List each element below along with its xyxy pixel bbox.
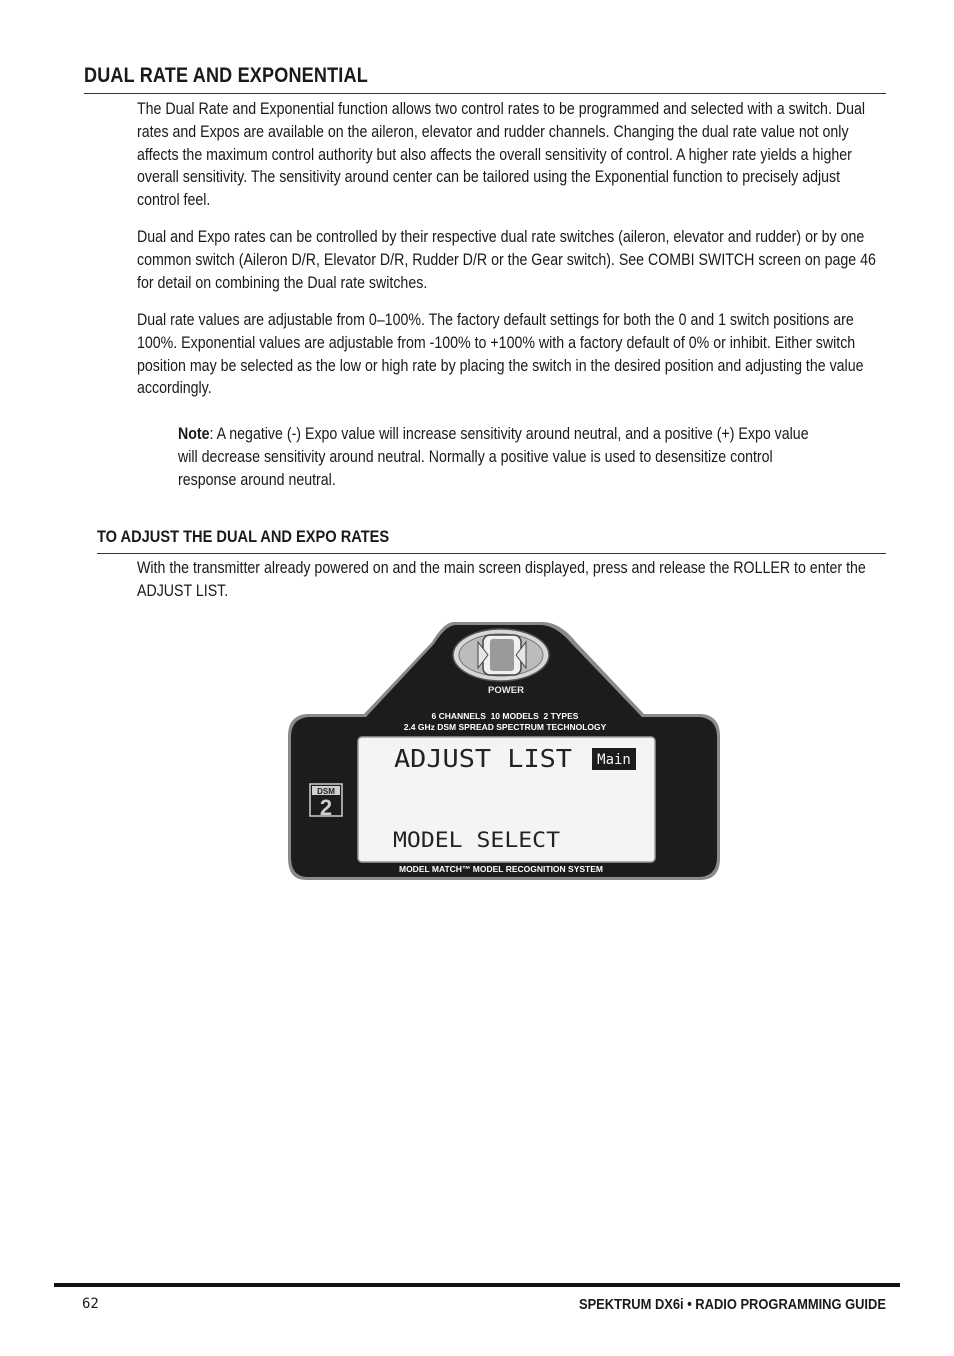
model-match-label: MODEL MATCH™ MODEL RECOGNITION SYSTEM	[398, 864, 604, 874]
transmitter-illustration	[286, 618, 722, 888]
paragraph-values: Dual rate values are adjustable from 0–100%. The factory default settings for both the 0 and 1 switch positions are 100%. Exponential values are adjustable from -100% to +100% with a factory default of 0% or inhibit. Either switch position may be selected as the low or high rate by placing the switch in the desired position and adjusting the value accordingly.	[137, 311, 864, 398]
dsm-logo-text: DSM	[317, 787, 335, 796]
subsection-rule	[97, 553, 886, 554]
footer-rule	[54, 1283, 900, 1287]
power-label: POWER	[488, 685, 524, 696]
lcd-badge: Main	[597, 752, 631, 768]
section-title: DUAL RATE AND EXPONENTIAL	[84, 64, 368, 87]
subsection-title: TO ADJUST THE DUAL AND EXPO RATES	[97, 527, 390, 546]
specs-line-1: 6 CHANNELS 10 MODELS 2 TYPES	[431, 711, 579, 721]
section-rule	[84, 93, 886, 94]
specs-line-2: 2.4 GHz DSM SPREAD SPECTRUM TECHNOLOGY	[403, 722, 607, 732]
lcd-menu-item: MODEL SELECT	[393, 828, 561, 852]
lcd-title: ADJUST LIST	[394, 744, 572, 773]
paragraph-instruction: With the transmitter already powered on and the main screen displayed, press and release the ROLLER to enter the ADJUST LIST.	[137, 559, 866, 600]
note-label: Note	[178, 425, 210, 443]
paragraph-switches: Dual and Expo rates can be controlled by their respective dual rate switches (aileron, elevator and rudder) or by one common switch (Aileron D/R, Elevator D/R, Rudder D/R or the Gear switch). See COMBI SWITCH screen on page 46 for detail on combining the Dual rate switches.	[137, 228, 876, 292]
note-block	[178, 423, 809, 491]
footer-title: SPEKTRUM DX6i • RADIO PROGRAMMING GUIDE	[579, 1296, 886, 1313]
paragraph-intro: The Dual Rate and Exponential function allows two control rates to be programmed and selected with a switch. Dual rates and Expos are available on the aileron, elevator and rudder channels. Changing the dual rate value not only affects the maximum control authority but also affects the overall sensitivity of control. A higher rate yields a higher overall sensitivity. The sensitivity around center can be tailored using the Exponential function to precisely adjust control feel.	[137, 100, 866, 210]
page-number: 62	[82, 1296, 99, 1312]
dsm-logo-number: 2	[319, 795, 333, 820]
note-text: : A negative (-) Expo value will increase sensitivity around neutral, and a positive (+) Expo value will decrease sensitivity around neutral. Normally a positive value is used to desensitize control response around neutral.	[178, 425, 809, 489]
